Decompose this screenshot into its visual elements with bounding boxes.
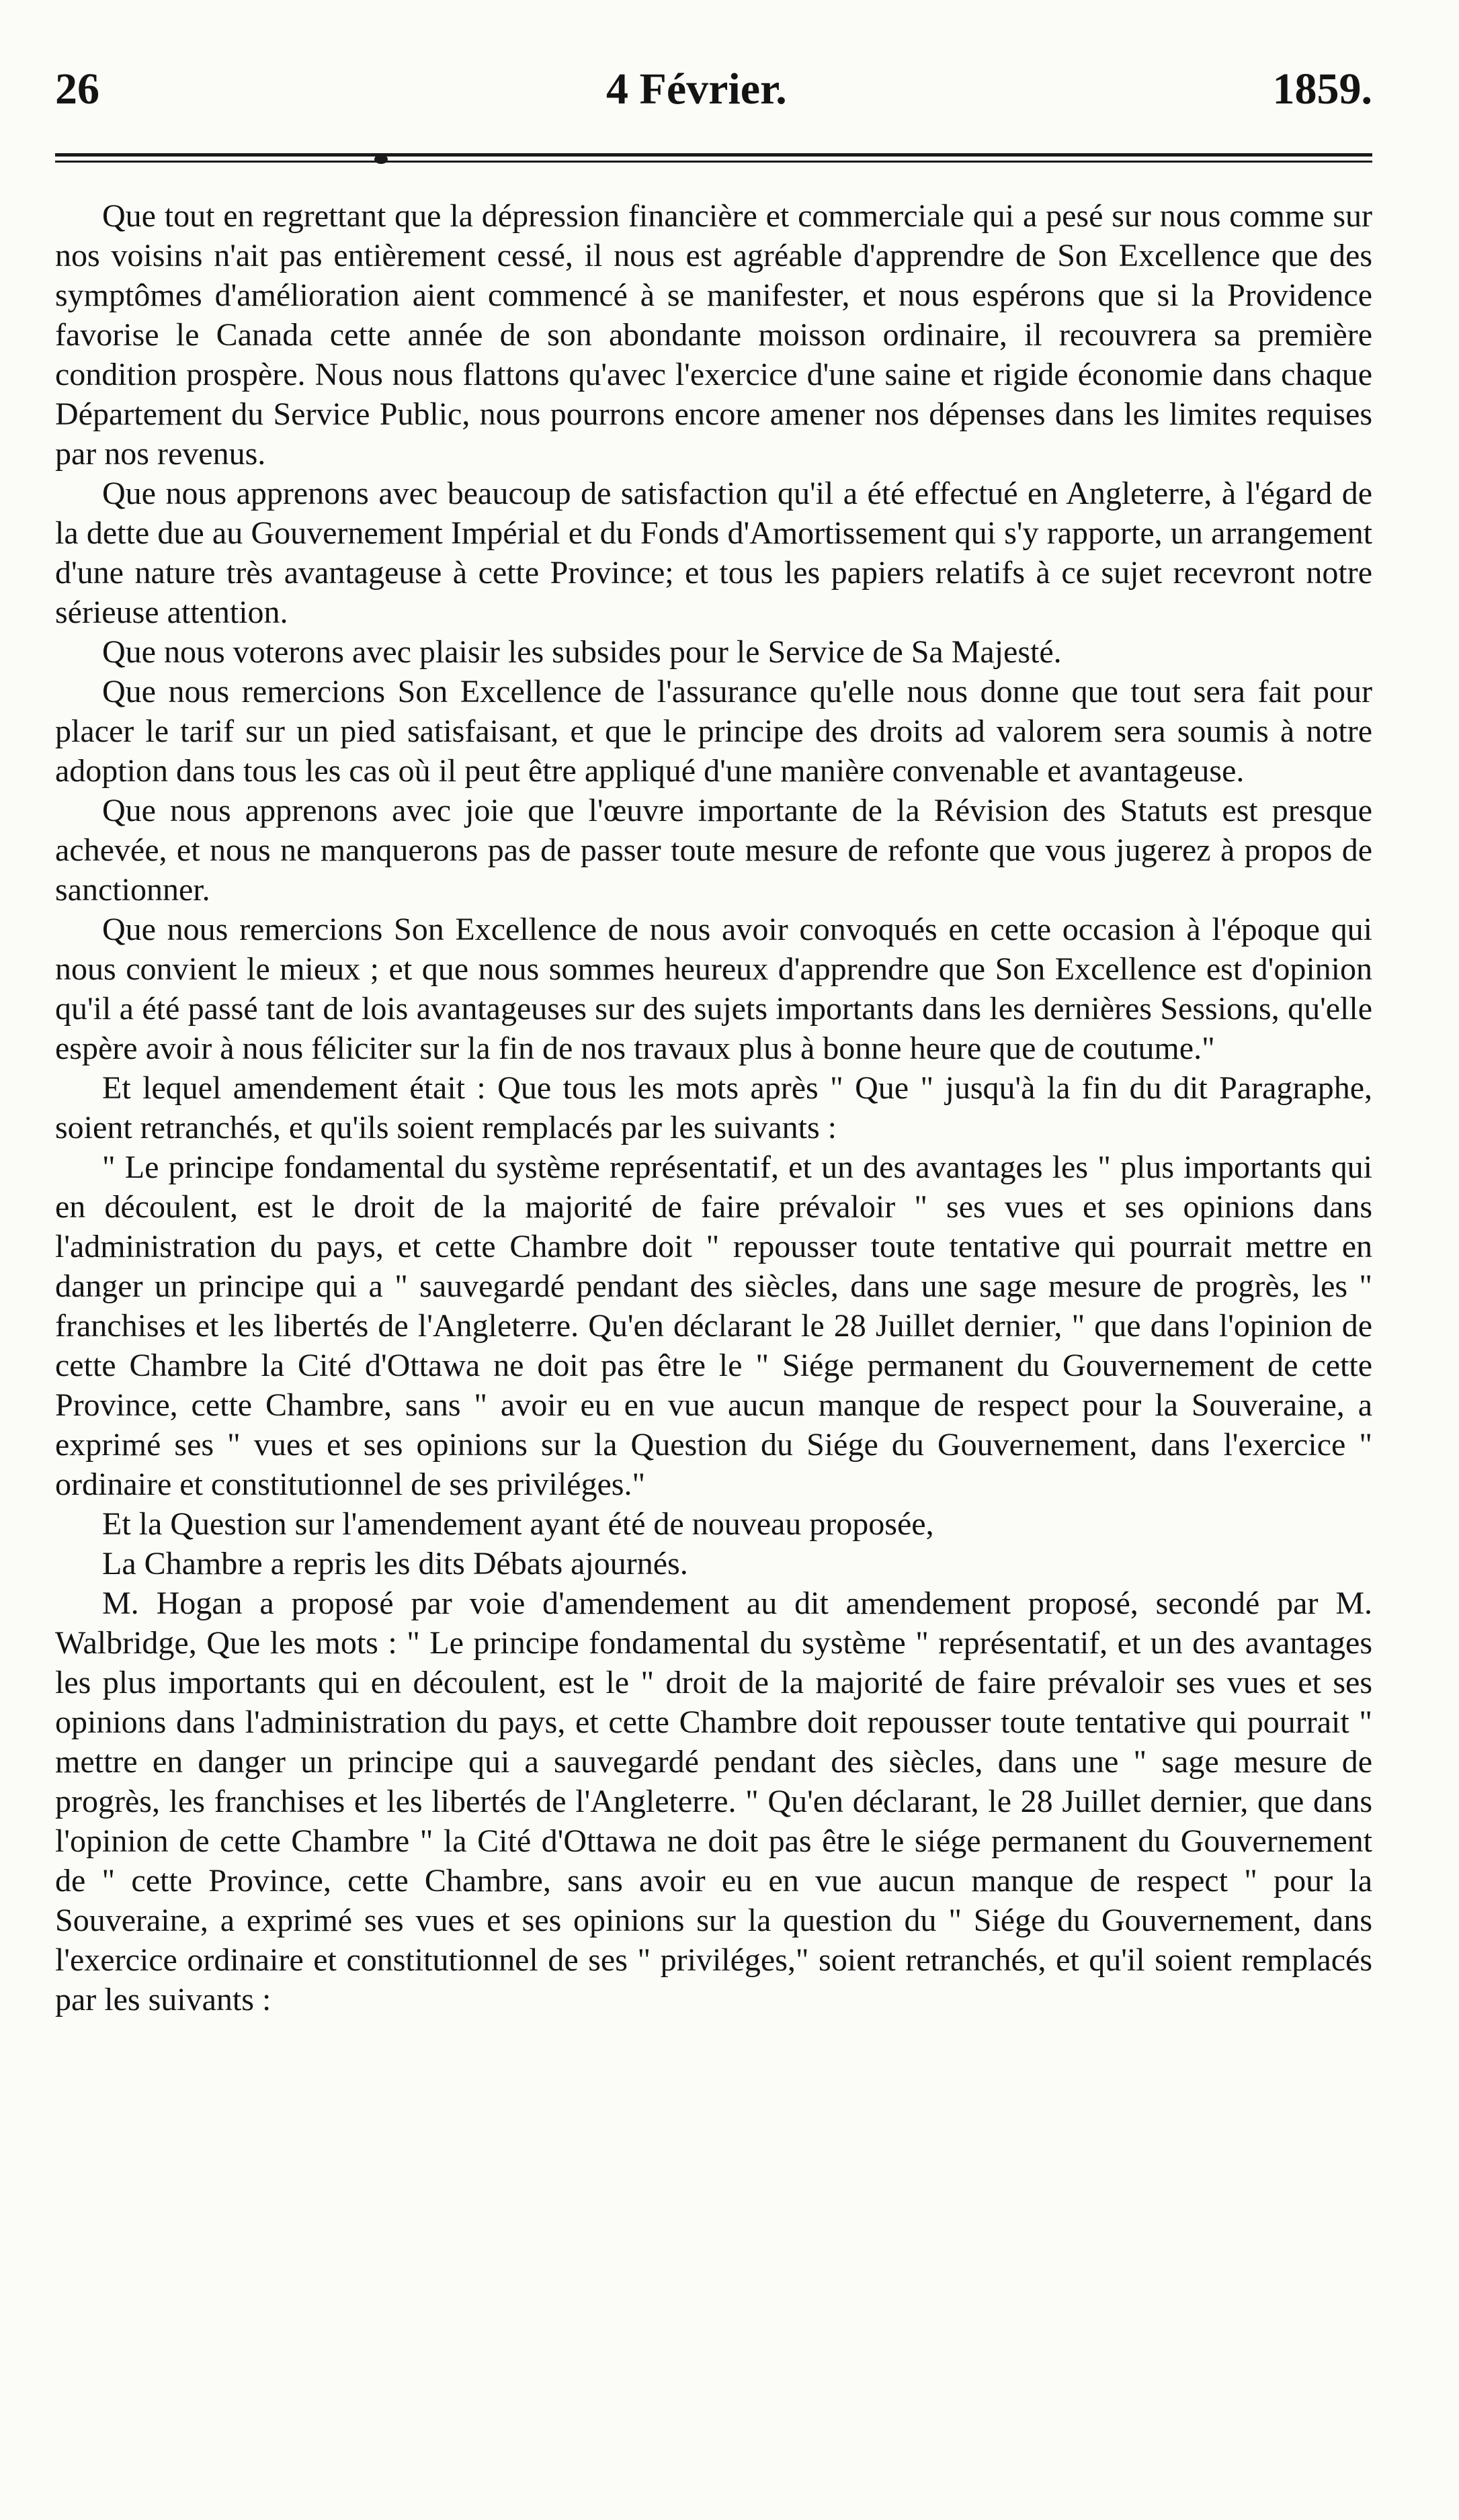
paragraph: Que nous remercions Son Excellence de nous avoir convoqués en cette occasion à l'époque qui nous convient le mieux ; et que nous sommes heureux d'apprendre que Son Excellence est d'opinion qu'il a été passé tant de lois avantageuses sur des sujets importants dans les dernières Sessions, qu'elle espère avoir à nous féliciter sur la fin de nos travaux plus à bonne heure que de coutume."	[55, 912, 1372, 1066]
paragraph: La Chambre a repris les dits Débats ajournés.	[102, 1546, 688, 1581]
page-number: 26	[55, 64, 99, 114]
quoted-amendment: " Le principe fondamental du système représentatif, et un des avantages les " plus importants qui en découlent, est le droit de la majorité de faire prévaloir " ses vues et ses opinions dans l'administration du pays, et cette Chambre doit " repousser toute tentative qui pourrait mettre en danger un principe qui a " sauvegardé pendant des siècles, dans une sage mesure de progrès, les " franchises et les libertés de l'Angleterre. Qu'en déclarant le 28 Juillet dernier, " que dans l'opinion de cette Chambre la Cité d'Ottawa ne doit pas être le " Siége permanent du Gouvernement de cette Province, cette Chambre, sans " avoir eu en vue aucun manque de respect pour la Souveraine, a exprimé ses " vues et ses opinions sur la Question du Siége du Gouvernement, dans l'exercice " ordinaire et constitutionnel de ses priviléges."	[55, 1149, 1372, 1502]
paragraph: Et la Question sur l'amendement ayant été de nouveau proposée,	[102, 1506, 934, 1542]
paragraph: M. Hogan a proposé par voie d'amendement au dit amendement proposé, secondé par M. Walbridge, Que les mots : " Le principe fondamental du système " représentatif, et un des avantages les plus importants qui en découlent, est le " droit de la majorité de faire prévaloir ses vues et ses opinions dans l'administration du pays, et cette Chambre doit repousser toute tentative qui pourrait " mettre en danger un principe qui a sauvegardé pendant des siècles, dans une " sage mesure de progrès, les franchises et les libertés de l'Angleterre. " Qu'en déclarant, le 28 Juillet dernier, que dans l'opinion de cette Chambre " la Cité d'Ottawa ne doit pas être le siége permanent du Gouvernement de " cette Province, cette Chambre, sans avoir eu en vue aucun manque de respect " pour la Souveraine, a exprimé ses vues et ses opinions sur la question du " Siége du Gouvernement, dans l'exercice ordinaire et constitutionnel de ses " priviléges," soient retranchés, et qu'il soient remplacés par les suivants :	[55, 1585, 1372, 2017]
rule-line-bottom	[55, 161, 1372, 163]
paragraph: Et lequel amendement était : Que tous les mots après " Que " jusqu'à la fin du dit Paragraphe, soient retranchés, et qu'ils soient remplacés par les suivants :	[55, 1070, 1372, 1145]
paragraph: Que nous remercions Son Excellence de l'assurance qu'elle nous donne que tout sera fait pour placer le tarif sur un pied satisfaisant, et que le principe des droits ad valorem sera soumis à notre adoption dans tous les cas où il peut être appliqué d'une manière convenable et avantageuse.	[55, 674, 1372, 789]
paragraph: Que tout en regrettant que la dépression financière et commerciale qui a pesé sur nous comme sur nos voisins n'ait pas entièrement cessé, il nous est agréable d'apprendre de Son Excellence que des symptômes d'amélioration aient commencé à se manifester, et nous espérons que si la Providence favorise le Canada cette année de son abondante moisson ordinaire, il recouvrera sa première condition prospère. Nous nous flattons qu'avec l'exercice d'une saine et rigide économie dans chaque Département du Service Public, nous pourrons encore amener nos dépenses dans les limites requises par nos revenus.	[55, 198, 1372, 472]
header-rule	[55, 152, 1372, 165]
page-header	[55, 52, 1372, 126]
paragraph: Que nous apprenons avec beaucoup de satisfaction qu'il a été effectué en Angleterre, à l'égard de la dette due au Gouvernement Impérial et du Fonds d'Amortissement qui s'y rapporte, un arrangement d'une nature très avantageuse à cette Province; et tous les papiers relatifs à ce sujet recevront notre sérieuse attention.	[55, 476, 1372, 630]
paragraph: Que nous voterons avec plaisir les subsides pour le Service de Sa Majesté.	[102, 634, 1062, 670]
header-date: 4 Février.	[606, 64, 787, 114]
header-year: 1859.	[1272, 64, 1372, 114]
rule-line-top	[55, 153, 1372, 157]
document-body	[55, 196, 1372, 2019]
paragraph: Que nous apprenons avec joie que l'œuvre importante de la Révision des Statuts est presque achevée, et nous ne manquerons pas de passer toute mesure de refonte que vous jugerez à propos de sanctionner.	[55, 793, 1372, 908]
